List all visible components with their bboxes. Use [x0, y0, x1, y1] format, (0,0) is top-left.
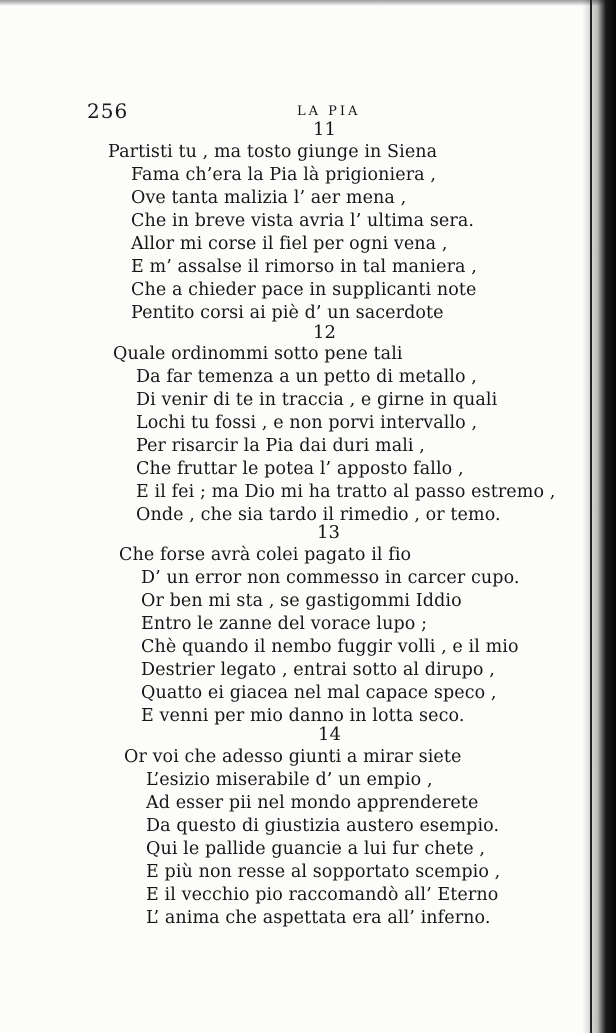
verse-line: Or ben mi sta , se gastigommi Iddio: [141, 591, 462, 611]
verse-line: E il fei ; ma Dio mi ha tratto al passo estremo ,: [136, 482, 556, 502]
verse-line: Chè quando il nembo fuggir volli , e il mio: [141, 637, 519, 657]
verse-line: Lochi tu fossi , e non porvi intervallo ,: [136, 413, 478, 433]
verse-line: Pentito corsi ai piè d’ un sacerdote: [131, 303, 444, 323]
book-spine-shadow: [582, 0, 616, 1033]
stanza-number: 13: [317, 522, 340, 543]
verse-line: Che forse avrà colei pagato il fio: [119, 545, 412, 565]
verse-line: E venni per mio danno in lotta seco.: [141, 706, 465, 726]
verse-line: Da far temenza a un petto di metallo ,: [136, 367, 477, 387]
page-number: 256: [87, 99, 129, 123]
stanza-number: 14: [318, 724, 341, 745]
verse-line: Partisti tu , ma tosto giunge in Siena: [108, 142, 438, 162]
verse-line: L’ anima che aspettata era all’ inferno.: [146, 908, 491, 928]
verse-line: E m’ assalse il rimorso in tal maniera ,: [131, 257, 477, 277]
stanza-number: 12: [313, 322, 336, 343]
verse-line: Qui le pallide guancie a lui fur chete ,: [146, 839, 485, 859]
verse-line: Per risarcir la Pia dai duri mali ,: [136, 436, 425, 456]
verse-line: E più non resse al sopportato scempio ,: [146, 862, 501, 882]
verse-line: Quatto ei giacea nel mal capace speco ,: [141, 683, 497, 703]
verse-line: D’ un error non commesso in carcer cupo.: [141, 568, 520, 588]
verse-line: Ad esser pii nel mondo apprenderete: [146, 793, 479, 813]
verse-line: Che a chieder pace in supplicanti note: [131, 280, 477, 300]
verse-line: Destrier legato , entrai sotto al dirupo ,: [141, 660, 495, 680]
verse-line: L’esizio miserabile d’ un empio ,: [146, 770, 433, 790]
verse-line: Onde , che sia tardo il rimedio , or temo.: [136, 505, 501, 525]
verse-line: Fama ch’era la Pia là prigioniera ,: [131, 165, 437, 185]
verse-line: Ove tanta malizia l’ aer mena ,: [131, 188, 407, 208]
verse-line: Che fruttar le potea l’ apposto fallo ,: [136, 459, 464, 479]
verse-line: Allor mi corse il fiel per ogni vena ,: [131, 234, 448, 254]
verse-line: Di venir di te in traccia , e girne in quali: [136, 390, 498, 410]
verse-line: Che in breve vista avria l’ ultima sera.: [131, 211, 475, 231]
verse-line: E il vecchio pio raccomandò all’ Eterno: [146, 885, 499, 905]
verse-line: Or voi che adesso giunti a mirar siete: [124, 747, 462, 767]
page-top-edge: [0, 0, 616, 6]
verse-line: Quale ordinommi sotto pene tali: [113, 344, 403, 364]
stanza-number: 11: [313, 119, 336, 140]
verse-line: Entro le zanne del vorace lupo ;: [141, 614, 428, 634]
running-title: LA PIA: [297, 104, 361, 119]
book-spine-line: [590, 0, 592, 1033]
verse-line: Da questo di giustizia austero esempio.: [146, 816, 500, 836]
